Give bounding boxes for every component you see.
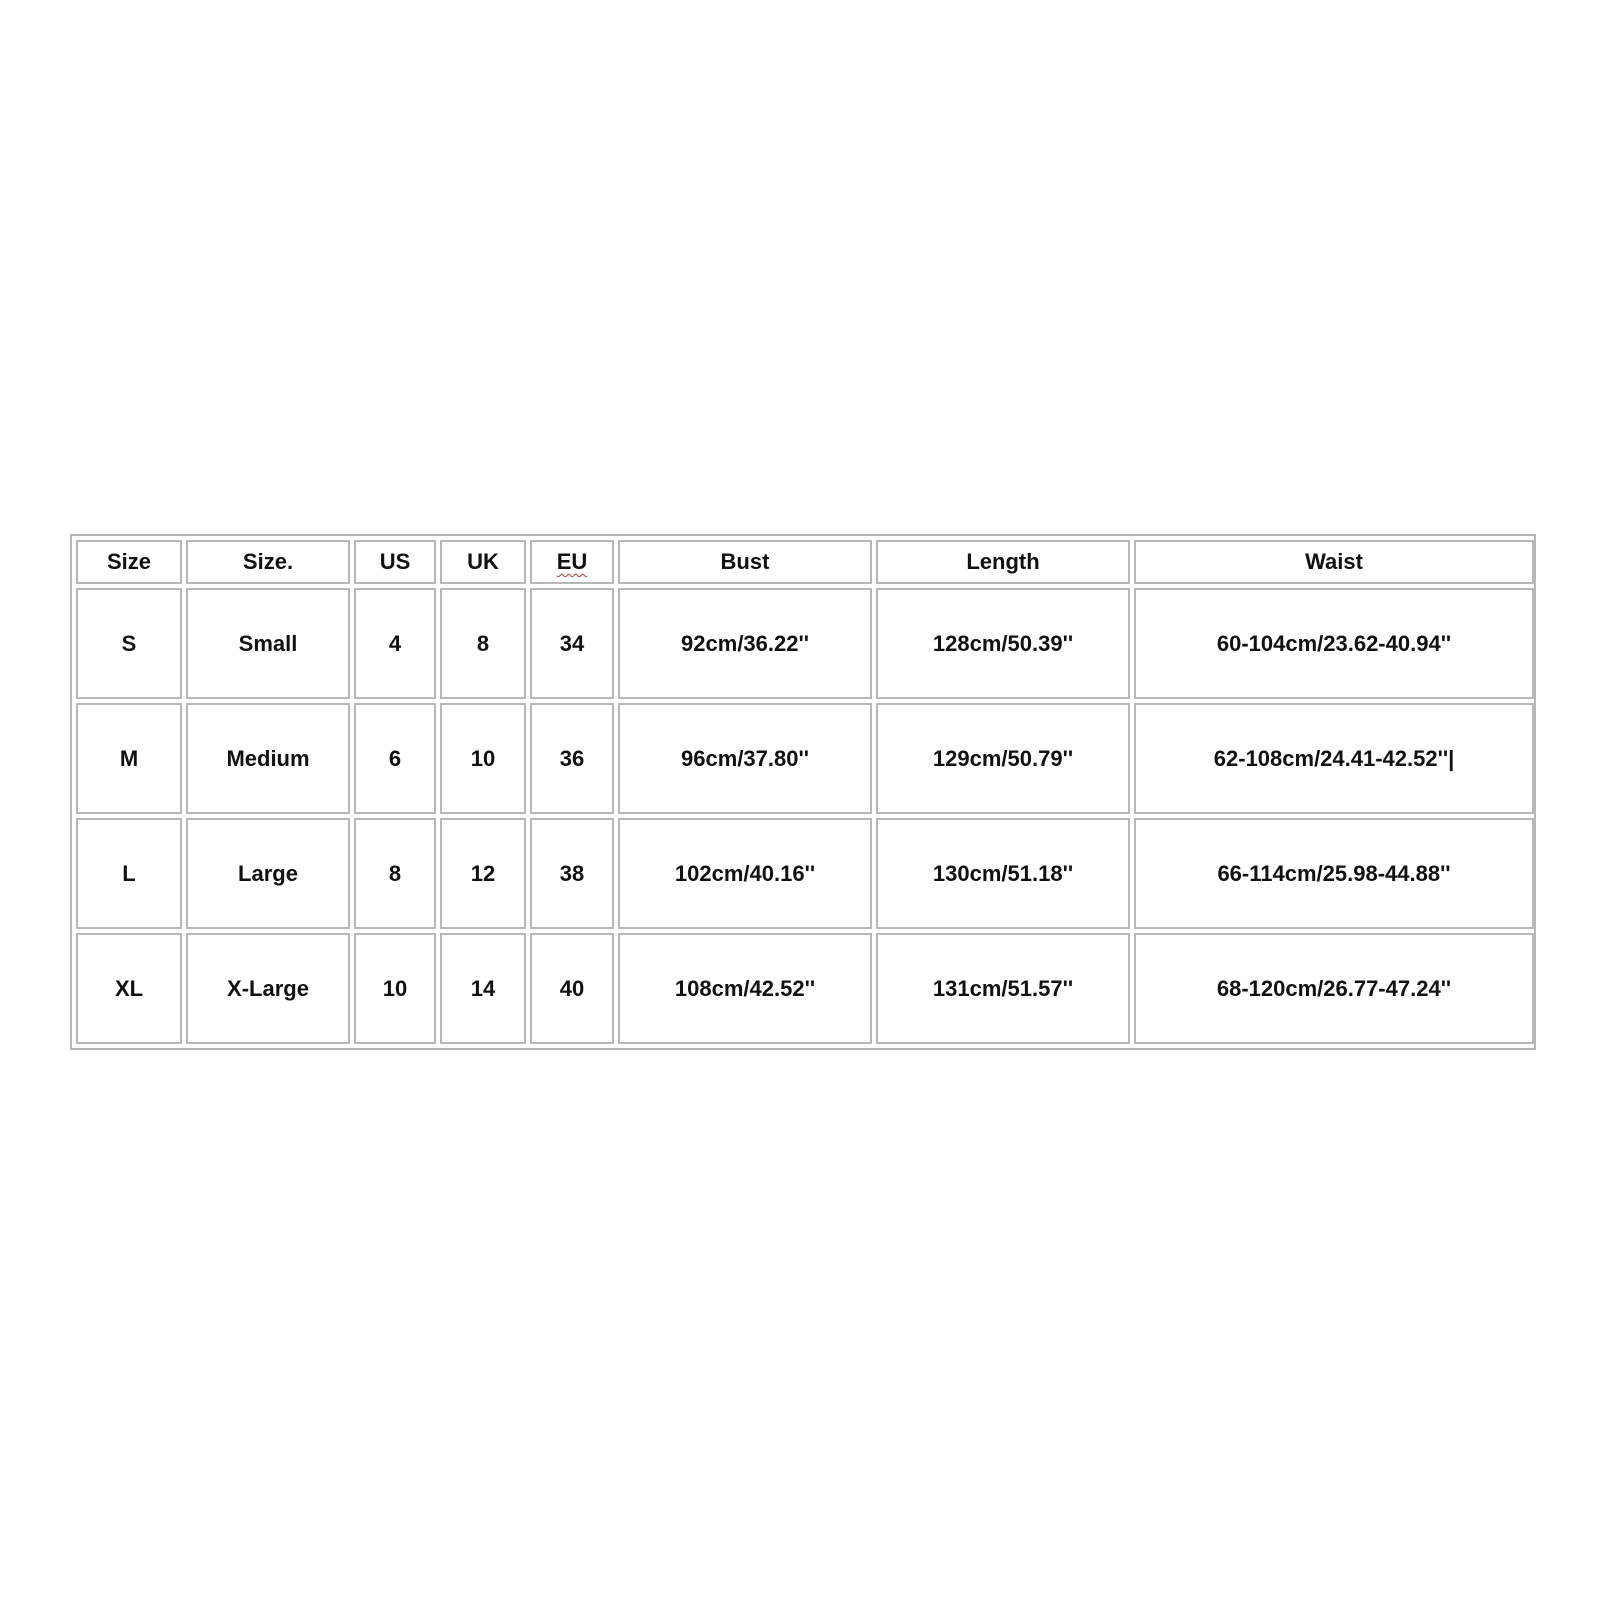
header-bust: Bust — [618, 540, 872, 584]
cell-size-name: Large — [186, 818, 350, 929]
cell-us: 6 — [354, 703, 436, 814]
cell-length: 128cm/50.39'' — [876, 588, 1130, 699]
cell-bust: 96cm/37.80'' — [618, 703, 872, 814]
table-row — [76, 933, 1534, 1044]
header-waist: Waist — [1134, 540, 1534, 584]
cell-eu: 38 — [530, 818, 614, 929]
table-row — [76, 818, 1534, 929]
table-row — [76, 588, 1534, 699]
cell-size: XL — [76, 933, 182, 1044]
cell-size-name: Medium — [186, 703, 350, 814]
cell-waist: 68-120cm/26.77-47.24'' — [1134, 933, 1534, 1044]
size-chart — [70, 534, 1536, 1050]
cell-bust: 102cm/40.16'' — [618, 818, 872, 929]
header-uk: UK — [440, 540, 526, 584]
cell-us: 4 — [354, 588, 436, 699]
cell-size: M — [76, 703, 182, 814]
cell-waist: 66-114cm/25.98-44.88'' — [1134, 818, 1534, 929]
cell-size-name: X-Large — [186, 933, 350, 1044]
cell-uk: 12 — [440, 818, 526, 929]
cell-uk: 14 — [440, 933, 526, 1044]
cell-length: 129cm/50.79'' — [876, 703, 1130, 814]
cell-size: L — [76, 818, 182, 929]
cell-eu: 34 — [530, 588, 614, 699]
header-size: Size — [76, 540, 182, 584]
cell-size-name: Small — [186, 588, 350, 699]
header-eu-label: EU — [556, 549, 588, 574]
cell-us: 8 — [354, 818, 436, 929]
header-length: Length — [876, 540, 1130, 584]
cell-uk: 8 — [440, 588, 526, 699]
size-chart-table — [72, 536, 1538, 1048]
header-us: US — [354, 540, 436, 584]
cell-length: 131cm/51.57'' — [876, 933, 1130, 1044]
cell-eu: 36 — [530, 703, 614, 814]
header-eu — [530, 540, 614, 584]
cell-bust: 92cm/36.22'' — [618, 588, 872, 699]
cell-waist: 60-104cm/23.62-40.94'' — [1134, 588, 1534, 699]
header-row — [76, 540, 1534, 584]
cell-length: 130cm/51.18'' — [876, 818, 1130, 929]
cell-size: S — [76, 588, 182, 699]
cell-eu: 40 — [530, 933, 614, 1044]
table-row — [76, 703, 1534, 814]
header-size-name: Size. — [186, 540, 350, 584]
cell-us: 10 — [354, 933, 436, 1044]
cell-bust: 108cm/42.52'' — [618, 933, 872, 1044]
cell-uk: 10 — [440, 703, 526, 814]
cell-waist: 62-108cm/24.41-42.52''| — [1134, 703, 1534, 814]
